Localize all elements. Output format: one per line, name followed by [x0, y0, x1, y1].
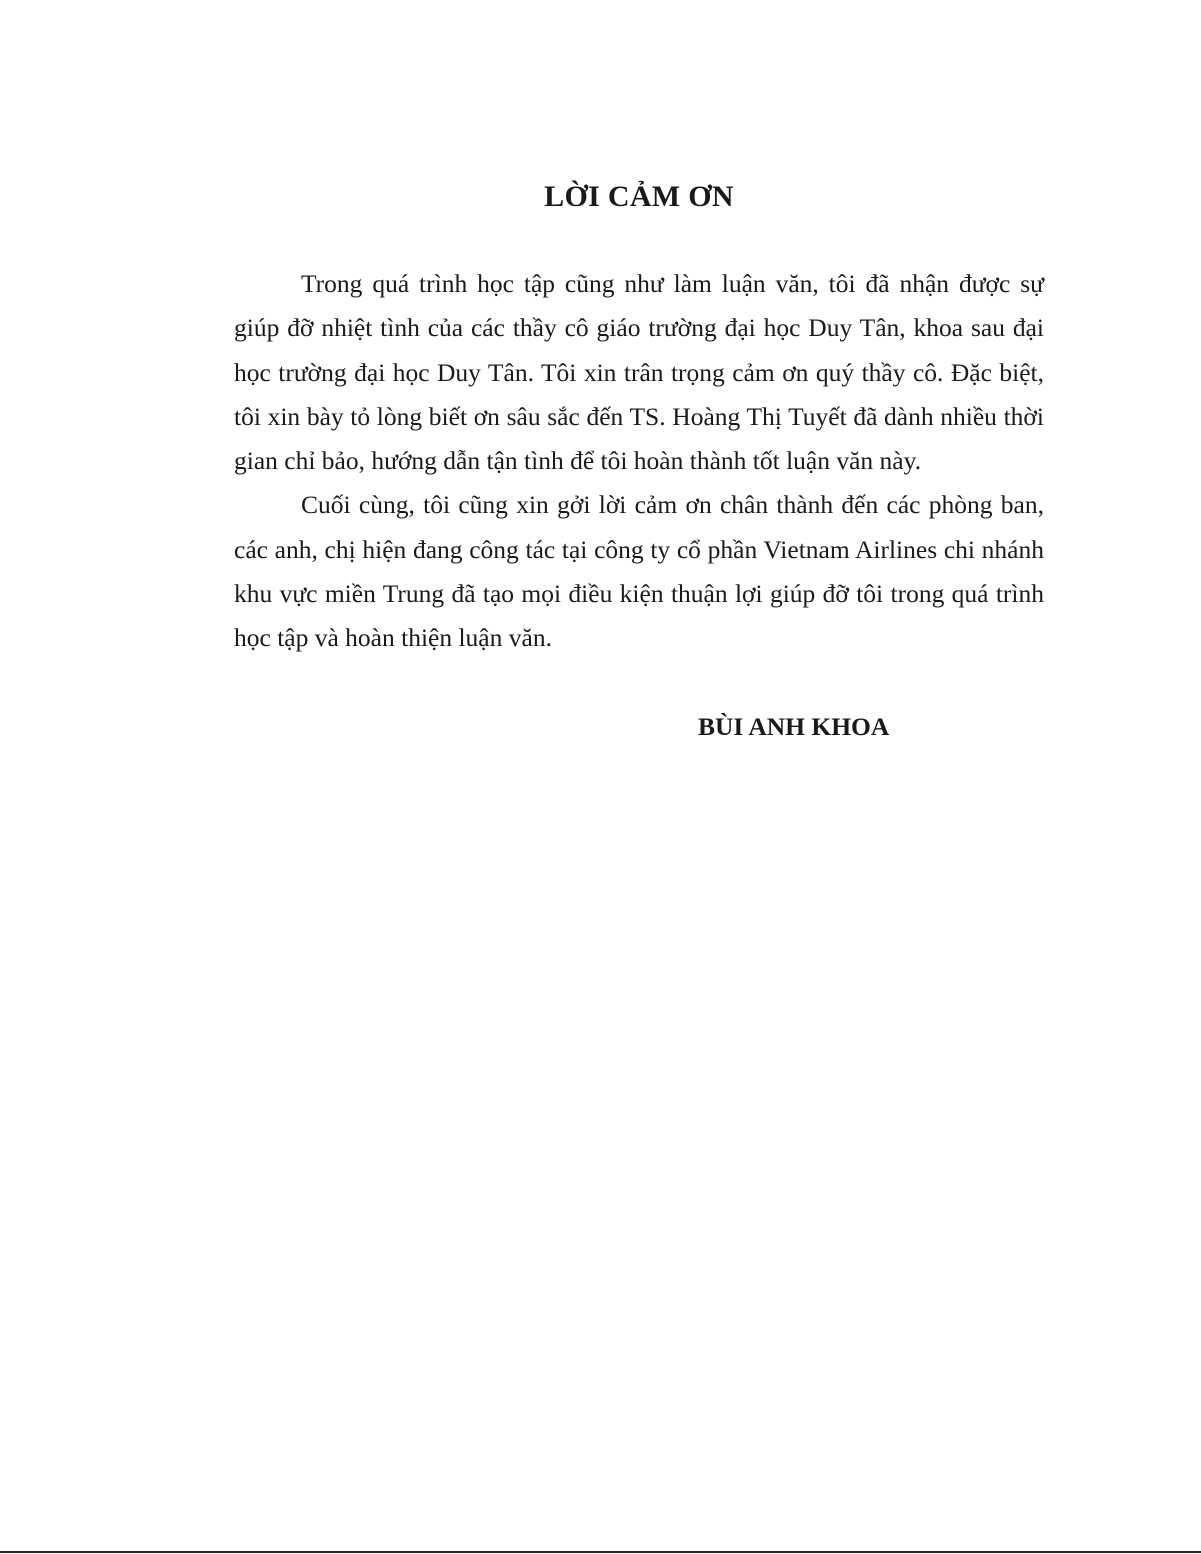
author-signature: BÙI ANH KHOA	[698, 712, 890, 741]
paragraph-1: Trong quá trình học tập cũng như làm luận văn, tôi đã nhận được sự giúp đỡ nhiệt tình của các thầy cô giáo trường đại học Duy Tân, khoa sau đại học trường đại học Duy Tân. Tôi xin trân trọng cảm ơn quý thầy cô. Đặc biệt, tôi xin bày tỏ lòng biết ơn sâu sắc đến TS. Hoàng Thị Tuyết đã dành nhiều thời gian chỉ bảo, hướng dẫn tận tình để tôi hoàn thành tốt luận văn này.	[234, 269, 1044, 476]
page-title: LỜI CẢM ƠN	[544, 180, 734, 213]
paragraph-2: Cuối cùng, tôi cũng xin gởi lời cảm ơn chân thành đến các phòng ban, các anh, chị hiện đang công tác tại công ty cổ phần Vietnam Airlines chi nhánh khu vực miền Trung đã tạo mọi điều kiện thuận lợi giúp đỡ tôi trong quá trình học tập và hoàn thiện luận văn.	[234, 490, 1044, 653]
acknowledgement-body	[234, 262, 1044, 661]
page-bottom-divider	[0, 1551, 1201, 1553]
